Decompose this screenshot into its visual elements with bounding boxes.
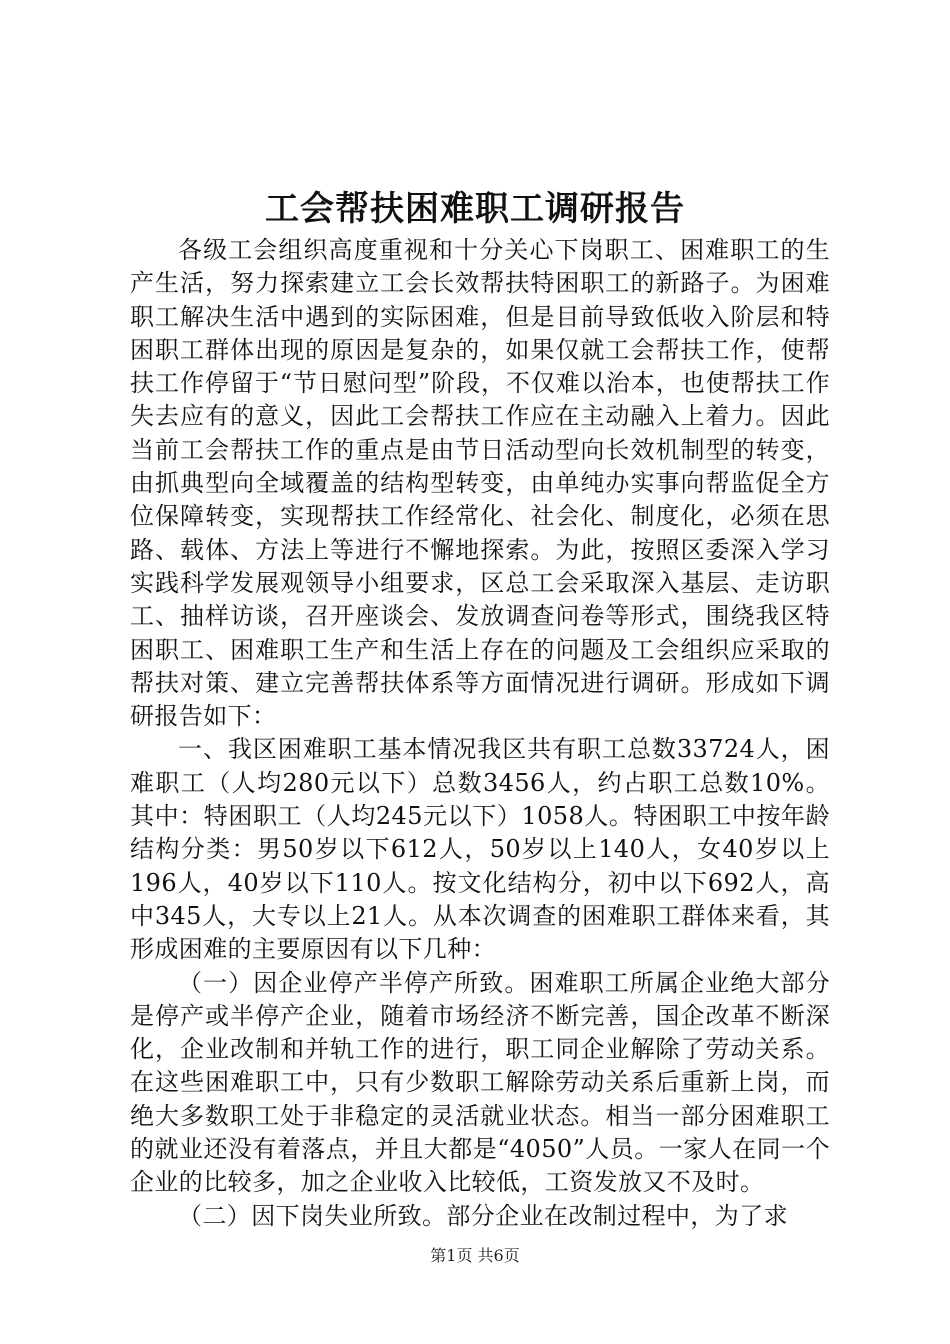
document-body [130, 234, 830, 1233]
paragraph-cause-2: （二）因下岗失业所致。部分企业在改制过程中，为了求 [178, 1201, 788, 1230]
page-number-footer: 第1页 共6页 [430, 1246, 520, 1265]
paragraph-cause-1: （一）因企业停产半停产所致。困难职工所属企业绝大部分是停产或半停产企业，随着市场经济不断完善，国企改革不断深化，企业改制和并轨工作的进行，职工同企业解除了劳动关系。在这些困难职工中，只有少数职工解除劳动关系后重新上岗，而绝大多数职工处于非稳定的灵活就业状态。相当一部分困难职工的就业还没有着落点，并且大都是“4050”人员。一家人在同一个企业的比较多，加之企业收入比较低，工资发放又不及时。 [130, 968, 830, 1197]
document-title: 工会帮扶困难职工调研报告 [265, 189, 685, 229]
paragraph-section-1: 一、我区困难职工基本情况我区共有职工总数33724人，困难职工（人均280元以下）总数3456人，约占职工总数10%。其中：特困职工（人均245元以下）1058人。特困职工中按年龄结构分类：男50岁以下612人，50岁以上140人，女40岁以上196人，40岁以下110人。按文化结构分，初中以下692人，高中345人，大专以上21人。从本次调查的困难职工群体来看，其形成困难的主要原因有以下几种： [130, 735, 830, 964]
paragraph-intro: 各级工会组织高度重视和十分关心下岗职工、困难职工的生产生活，努力探索建立工会长效帮扶特困职工的新路子。为困难职工解决生活中遇到的实际困难，但是目前导致低收入阶层和特困职工群体出现的原因是复杂的，如果仅就工会帮扶工作，使帮扶工作停留于“节日慰问型”阶段，不仅难以治本，也使帮扶工作失去应有的意义，因此工会帮扶工作应在主动融入上着力。因此当前工会帮扶工作的重点是由节日活动型向长效机制型的转变，由抓典型向全域覆盖的结构型转变，由单纯办实事向帮监促全方位保障转变，实现帮扶工作经常化、社会化、制度化，必须在思路、载体、方法上等进行不懈地探索。为此，按照区委深入学习实践科学发展观领导小组要求，区总工会采取深入基层、走访职工、抽样访谈，召开座谈会、发放调查问卷等形式，围绕我区特困职工、困难职工生产和生活上存在的问题及工会组织应采取的帮扶对策、建立完善帮扶体系等方面情况进行调研。形成如下调研报告如下： [130, 236, 830, 731]
